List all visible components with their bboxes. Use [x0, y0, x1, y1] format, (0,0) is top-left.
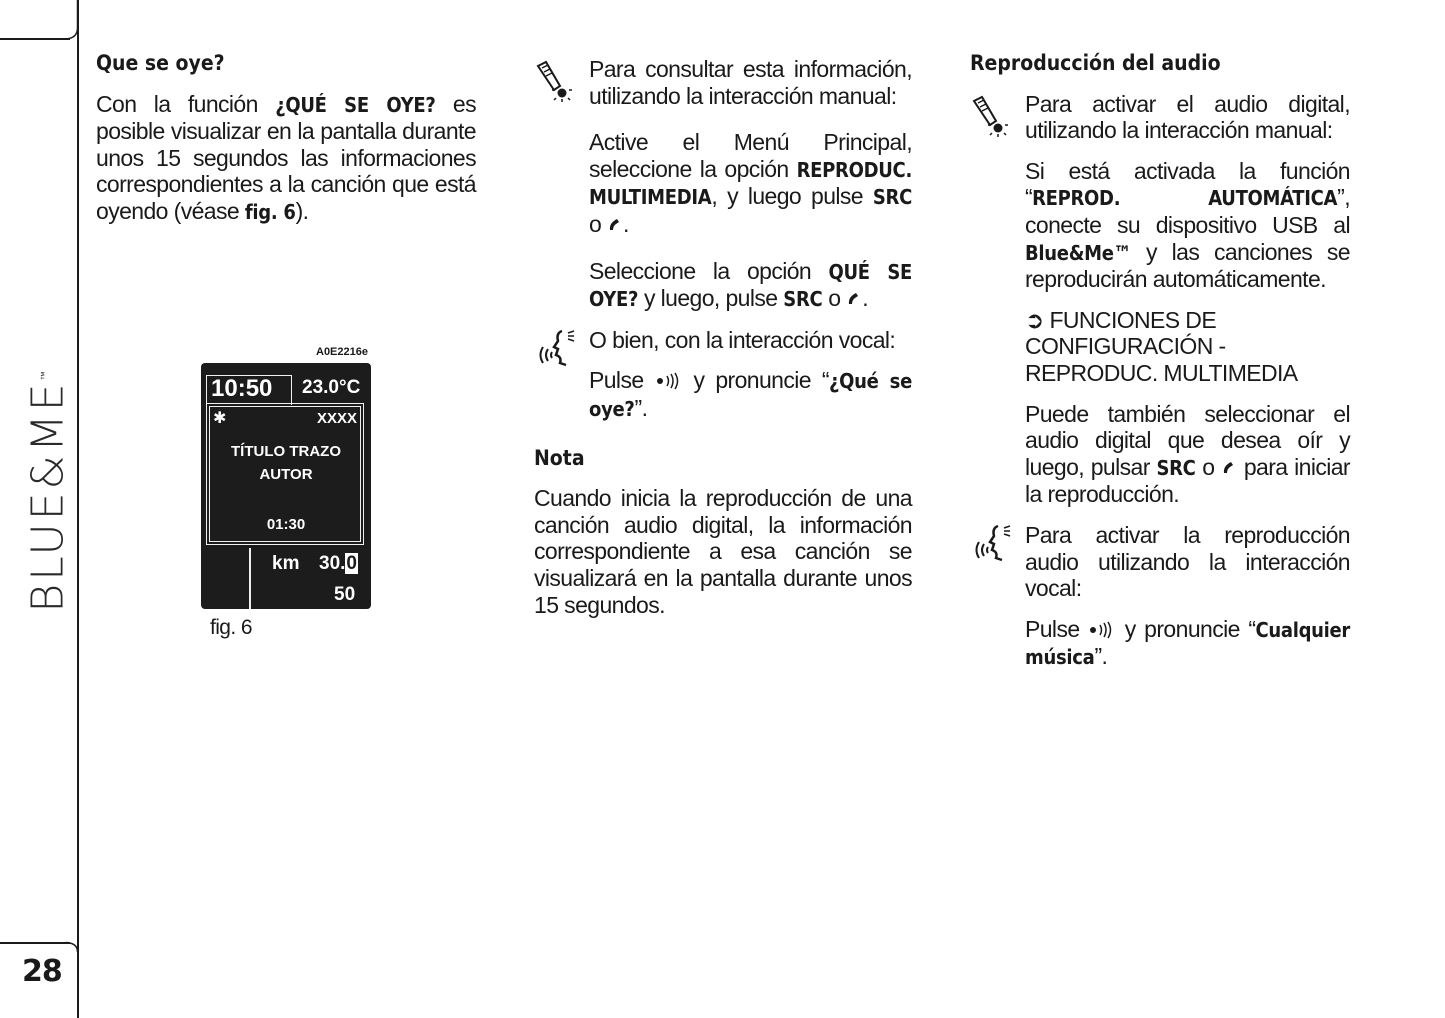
display-divider	[249, 548, 251, 609]
reference-text: ➲ FUNCIONES DE CONFIGURACIÓN - REPRODUC. MULTIMEDIA	[1025, 306, 1298, 386]
hand-pressing-button-icon	[970, 95, 1014, 139]
column-3	[970, 50, 1350, 685]
section-heading-nota: Nota	[534, 445, 585, 470]
display-track-title: TÍTULO TRAZO	[231, 443, 341, 460]
voice-button-icon	[655, 372, 683, 390]
margin-rule-bottom	[0, 942, 70, 944]
voice-audio-command: Pulse y pronuncie “Cualquier música”.	[1025, 615, 1351, 670]
margin-rule-top	[0, 38, 70, 40]
voice-command-text: Pulse y pronuncie “¿Qué se oye?”.	[589, 367, 912, 421]
voice-audio-intro: Para activar la reproducción audio utilizando la interacción vocal:	[1025, 521, 1350, 602]
intro-paragraph: Con la función ¿QUÉ SE OYE? es posible visualizar en la pantalla durante unos 15 segundos las informaciones correspondientes a la canción que está oyendo (véase fig. 6).	[96, 90, 476, 224]
margin-curve-top	[66, 0, 82, 50]
step-1-text: Active el Menú Principal, seleccione la opción REPRODUC. MULTIMEDIA, y luego pulse SRC o .	[589, 129, 912, 237]
display-source-code: XXXX	[316, 410, 357, 427]
manual-audio-intro: Para activar el audio digital, utilizando la interacción manual:	[1025, 90, 1350, 144]
manual-interaction-block	[534, 56, 912, 313]
display-temperature: 23.0°C	[302, 377, 361, 398]
voice-audio-block	[970, 522, 1350, 671]
brand-logo: BLUE&ME™	[22, 367, 74, 613]
speaking-head-icon	[534, 327, 578, 371]
note-text: Cuando inicia la reproducción de una canción audio digital, la información correspondiente a esa canción se visualizará en la pantalla durante unos 15 segundos.	[534, 485, 912, 618]
column-2	[534, 50, 912, 632]
display-km-value: 30.0	[319, 553, 357, 574]
display-author: AUTOR	[259, 466, 313, 483]
step-2-text: Seleccione la opción QUÉ SE OYE? y luego, pulse SRC o .	[589, 257, 912, 312]
page-number: 28	[22, 954, 62, 989]
display-speed: 50	[334, 584, 356, 605]
manual-audio-block	[970, 91, 1350, 508]
display-time: 10:50	[211, 375, 273, 402]
speaking-head-icon	[970, 522, 1014, 566]
manual-intro-text: Para consultar esta información, utilizando la interacción manual:	[589, 56, 912, 109]
instrument-display	[201, 363, 371, 609]
margin-curve-bottom	[66, 930, 82, 960]
figure-code: A0E2216e	[316, 346, 368, 358]
section-heading-reproduccion: Reproducción del audio	[970, 51, 1221, 75]
display-elapsed-time: 01:30	[266, 516, 306, 533]
hand-pressing-button-icon	[534, 60, 578, 104]
phone-handset-icon	[1221, 460, 1237, 476]
phone-handset-icon	[607, 217, 623, 233]
reference-arrow-icon: ➲	[1025, 306, 1044, 333]
phone-handset-icon	[846, 291, 862, 307]
section-heading-que-se-oye: Que se oye?	[96, 51, 225, 75]
voice-intro-text: O bien, con la interacción vocal:	[589, 326, 896, 353]
display-km-label: km	[272, 553, 300, 574]
voice-button-icon	[1088, 621, 1116, 639]
auto-play-text: Si está activada la función “REPROD. AUTOMÁTICA”, conecte su dispositivo USB al Blue&Me™ y las canciones se reproducirán automáticamente.	[1025, 157, 1350, 293]
figure-caption: fig. 6	[210, 616, 252, 639]
bluetooth-icon: ✱	[213, 410, 227, 427]
voice-interaction-block	[534, 327, 912, 423]
select-audio-text: Puede también seleccionar el audio digital que desea oír y luego, pulsar SRC o para iniciar la reproducción.	[1025, 400, 1350, 508]
column-1	[96, 50, 476, 240]
